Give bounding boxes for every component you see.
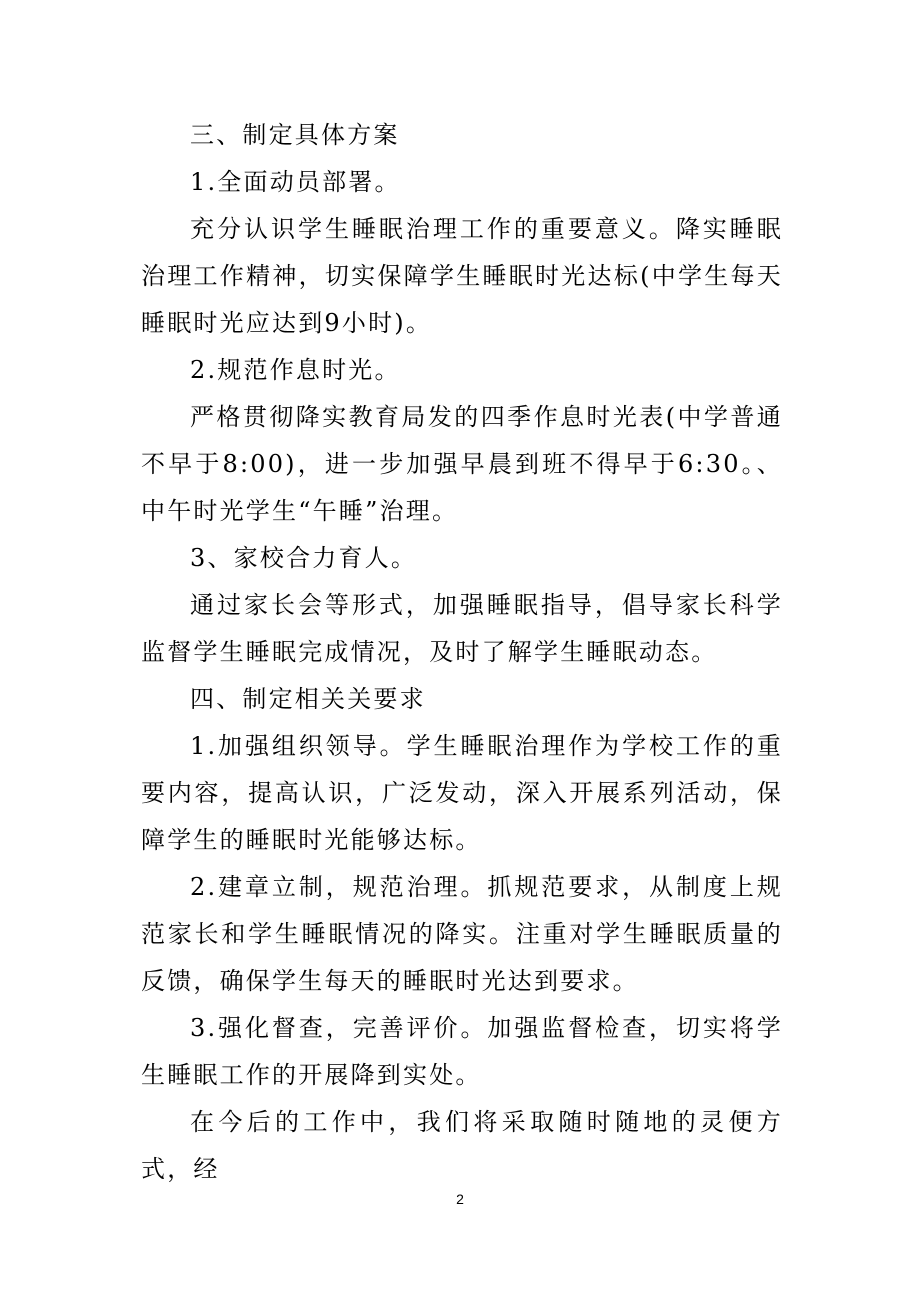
paragraph-parent-guidance: 通过家长会等形式，加强睡眠指导，倡导家长科学监督学生睡眠完成情况，及时了解学生睡眠动态。 bbox=[141, 591, 783, 666]
page-number: 2 bbox=[456, 1191, 464, 1207]
item-heading-mobilize: 1.全面动员部署。 bbox=[190, 168, 401, 196]
section-heading-requirements: 四、制定相关关要求 bbox=[190, 685, 426, 713]
section-heading-specific-plan: 三、制定具体方案 bbox=[190, 121, 400, 149]
item-heading-schedule: 2.规范作息时光。 bbox=[190, 356, 401, 384]
document-body bbox=[141, 112, 783, 1193]
paragraph-future-work: 在今后的工作中，我们将采取随时随地的灵便方式，经 bbox=[141, 1108, 783, 1183]
paragraph-regulations: 2.建章立制，规范治理。抓规范要求，从制度上规范家长和学生睡眠情况的降实。注重对学生睡眠质量的反馈，确保学生每天的睡眠时光达到要求。 bbox=[141, 873, 783, 995]
paragraph-sleep-importance: 充分认识学生睡眠治理工作的重要意义。降实睡眠治理工作精神，切实保障学生睡眠时光达标(中学生每天睡眠时光应达到9小时)。 bbox=[141, 215, 783, 337]
item-heading-home-school: 3、家校合力育人。 bbox=[190, 544, 418, 572]
paragraph-leadership: 1.加强组织领导。学生睡眠治理作为学校工作的重要内容，提高认识，广泛发动，深入开展系列活动，保障学生的睡眠时光能够达标。 bbox=[141, 732, 783, 854]
paragraph-supervision: 3.强化督查，完善评价。加强监督检查，切实将学生睡眠工作的开展降到实处。 bbox=[141, 1014, 783, 1089]
paragraph-schedule-details: 严格贯彻降实教育局发的四季作息时光表(中学普通不早于8:00)，进一步加强早晨到班不得早于6:30。、中午时光学生“午睡”治理。 bbox=[141, 403, 783, 525]
